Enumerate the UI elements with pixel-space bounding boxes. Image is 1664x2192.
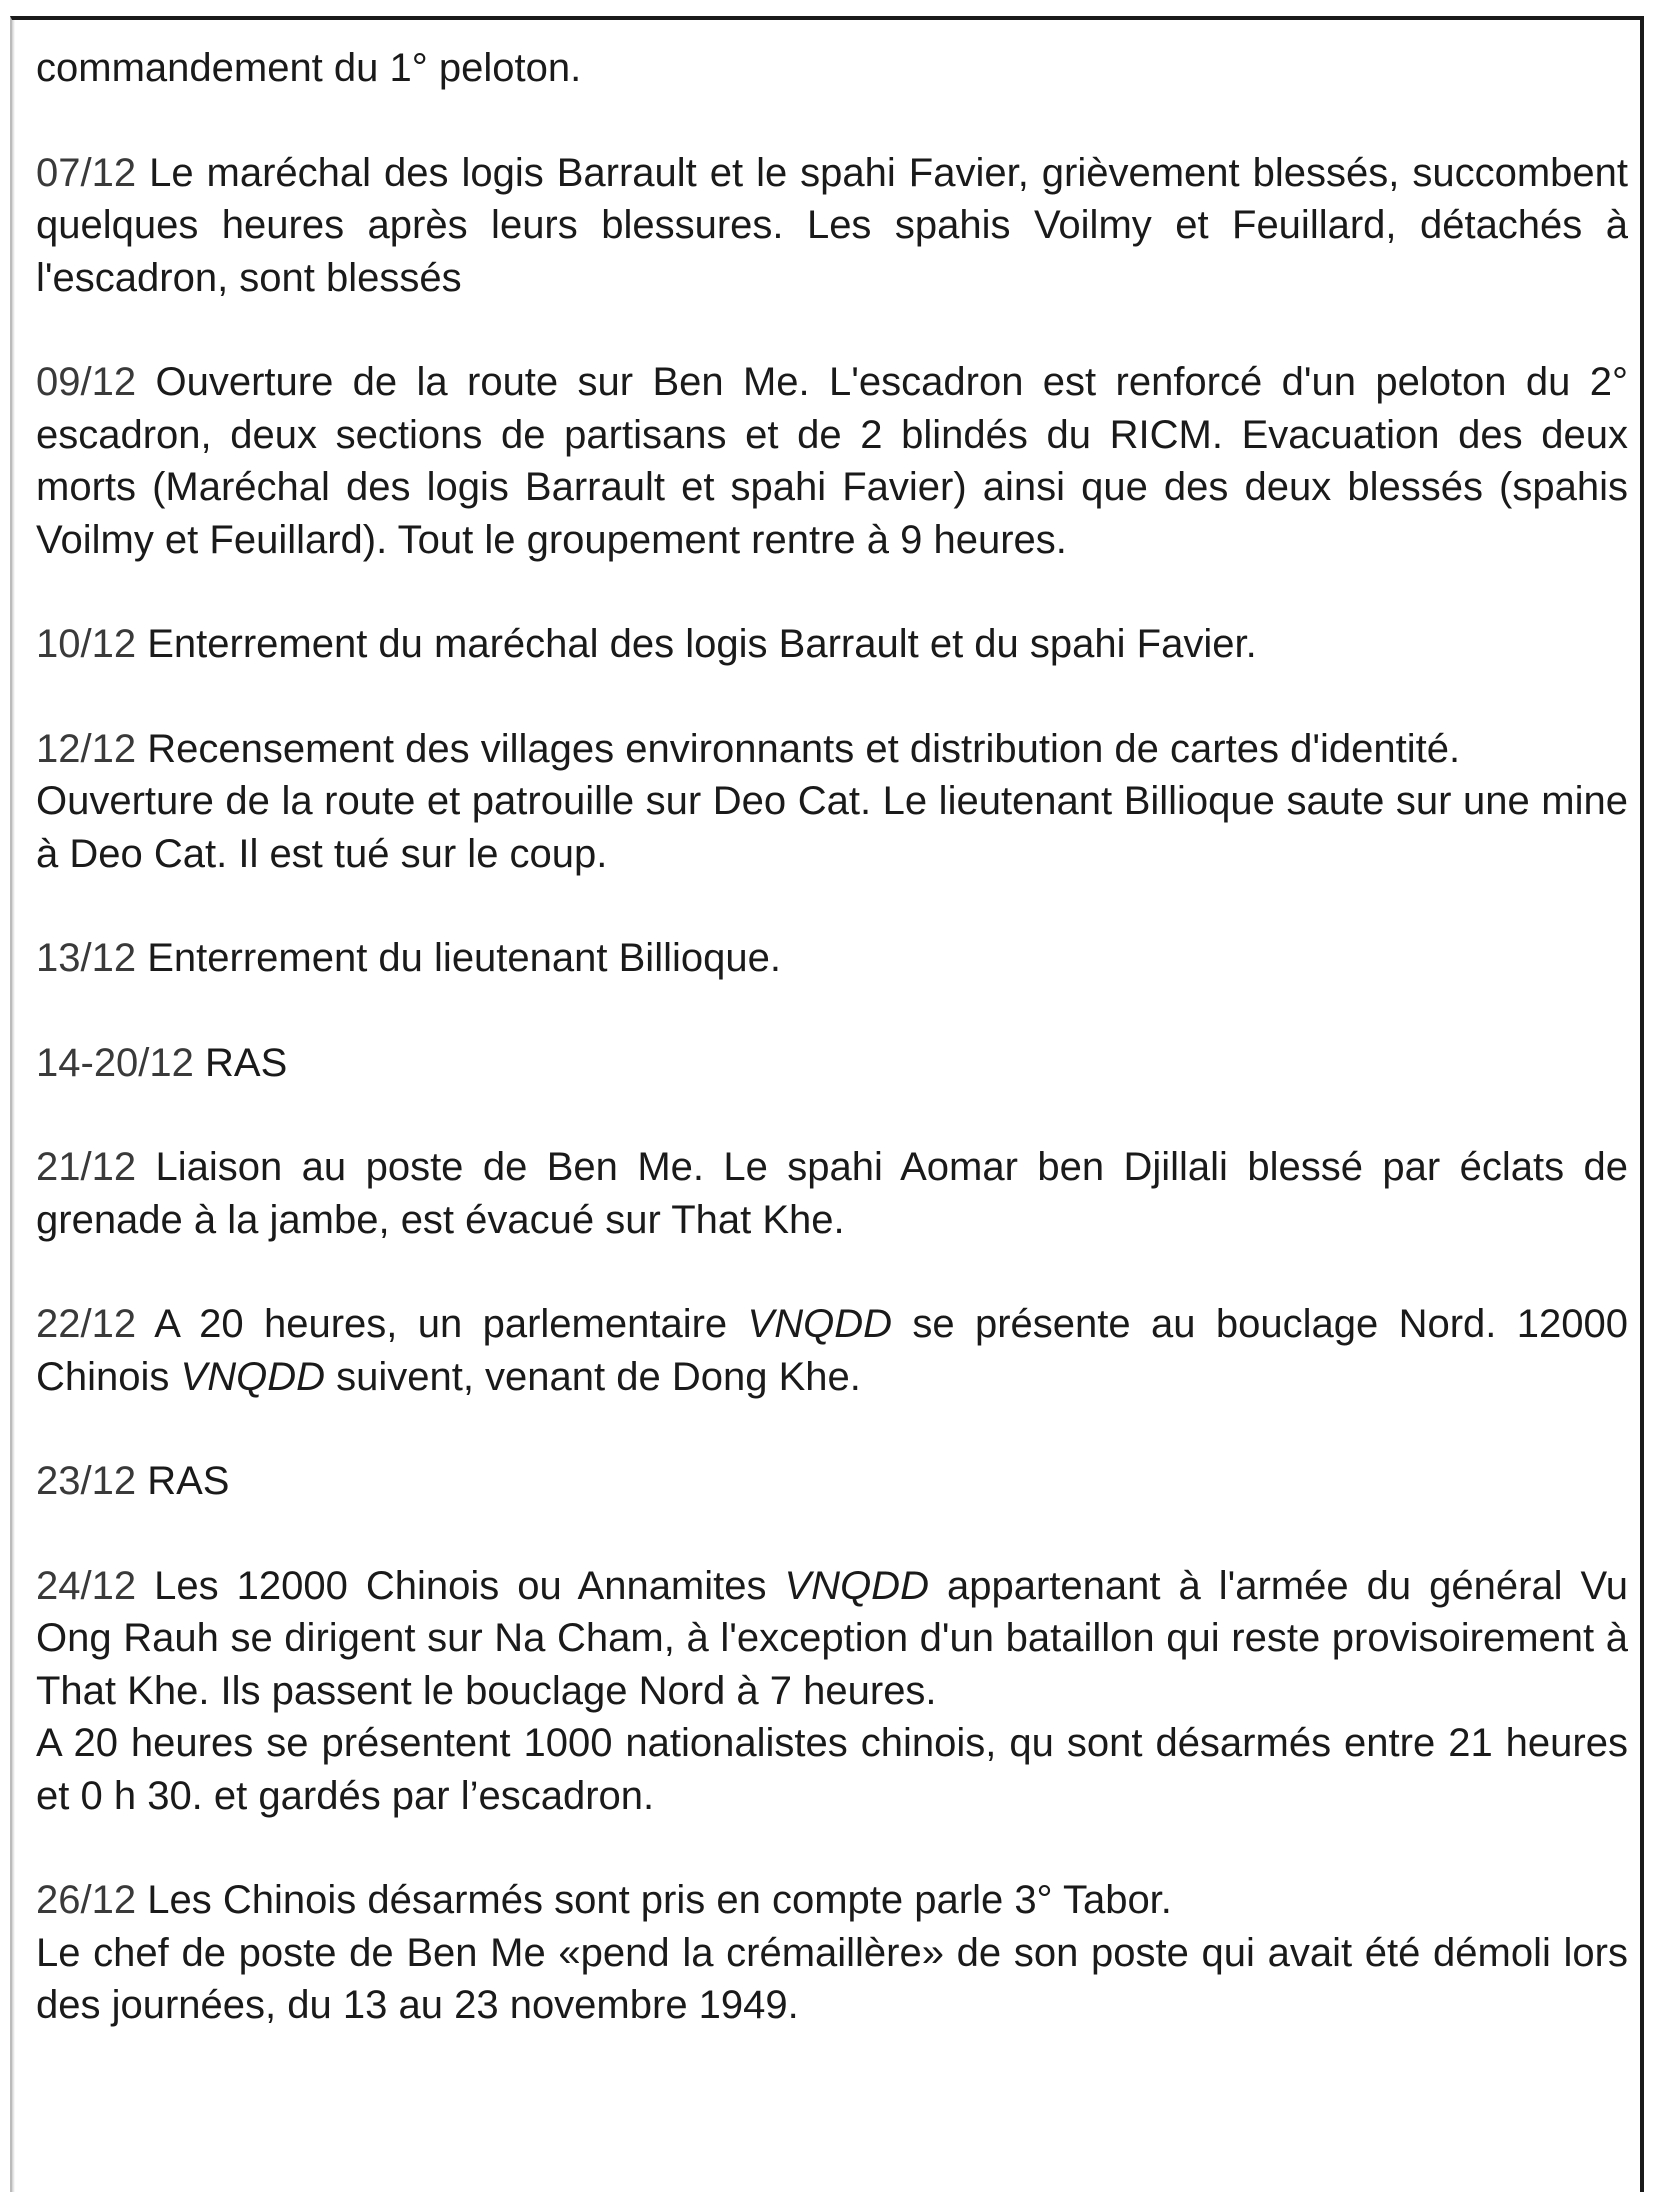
entry-23-12: [36, 1455, 1628, 1508]
entry-10-12: [36, 618, 1628, 671]
entry-date: 21/12: [36, 1145, 137, 1189]
entry-text: Liaison au poste de Ben Me. Le spahi Aomar ben Djillali blessé par éclats de grenade à la jambe, est évacué sur That Khe.: [36, 1145, 1628, 1242]
entry-text: RAS: [193, 1040, 288, 1085]
entry-date: 22/12: [36, 1302, 137, 1346]
entry-26-12-continued: [36, 1927, 1628, 2032]
entry-text: Enterrement du lieutenant Billioque.: [136, 936, 781, 980]
entry-date: 24/12: [36, 1563, 137, 1608]
document-body: [36, 42, 1628, 2084]
entry-text: Ouverture de la route et patrouille sur Deo Cat. Le lieutenant Billioque saute sur une mine à Deo Cat. Il est tué sur le coup.: [36, 779, 1628, 876]
entry-text: Enterrement du maréchal des logis Barrault et du spahi Favier.: [136, 622, 1257, 666]
entry-07-12: [36, 147, 1628, 305]
entry-13-12: [36, 932, 1628, 985]
entry-text: appartenant à l'armée du général Vu Ong Rauh se dirigent sur Na Cham, à l'exception d'un bataillon qui reste provisoirement à That Khe. Ils passent le bouclage Nord à 7 heures.: [36, 1563, 1628, 1713]
entry-text: Les 12000 Chinois ou Annamites: [136, 1563, 785, 1608]
entry-date: 13/12: [36, 936, 137, 980]
entry-21-12: [36, 1141, 1628, 1246]
entry-text: Le chef de poste de Ben Me «pend la crémaillère» de son poste qui avait été démoli lors des journées, du 13 au 23 novembre 1949.: [36, 1930, 1628, 2027]
entry-text: se présente au bouclage Nord. 12000 Chinois: [36, 1302, 1628, 1399]
entry-emphasis: VNQDD: [180, 1354, 325, 1399]
entry-24-12-continued: [36, 1717, 1628, 1822]
entry-date: 23/12: [36, 1459, 137, 1503]
entry-date: 26/12: [36, 1878, 137, 1922]
entry-emphasis: VNQDD: [784, 1563, 929, 1608]
entry-text: A 20 heures se présentent 1000 nationalistes chinois, qu sont désarmés entre 21 heures et 0 h 30. et gardés par l’escadron.: [36, 1721, 1628, 1818]
entry-text: Ouverture de la route sur Ben Me. L'escadron est renforcé d'un peloton du 2° escadron, deux sections de partisans et de 2 blindés du RICM. Evacuation des deux morts (Maréchal des logis Barrault et spahi Favier) ainsi que des deux blessés (spahis Voilmy et Feuillard). Tout le groupement rentre à 9 heures.: [36, 360, 1628, 562]
entry-text: Recensement des villages environnants et distribution de cartes d'identité.: [136, 726, 1461, 771]
entry-text: suivent, venant de Dong Khe.: [324, 1354, 861, 1399]
entry-date: 10/12: [36, 622, 137, 666]
entry-date: 09/12: [36, 360, 137, 404]
paragraph-continuation: [36, 42, 1628, 95]
entry-text: RAS: [136, 1459, 230, 1503]
entry-14-20-12: [36, 1037, 1628, 1090]
entry-text: Les Chinois désarmés sont pris en compte parle 3° Tabor.: [136, 1878, 1172, 1922]
entry-24-12: [36, 1560, 1628, 1718]
entry-date: 07/12: [36, 150, 137, 195]
entry-12-12: [36, 723, 1628, 776]
paragraph-text: commandement du 1° peloton.: [36, 46, 582, 90]
entry-26-12: [36, 1874, 1628, 1927]
entry-text: A 20 heures, un parlementaire: [136, 1302, 748, 1346]
entry-09-12: [36, 356, 1628, 566]
entry-date: 14-20/12: [36, 1040, 194, 1085]
entry-emphasis: VNQDD: [747, 1302, 892, 1346]
entry-date: 12/12: [36, 726, 137, 771]
entry-text: Le maréchal des logis Barrault et le spahi Favier, grièvement blessés, succombent quelques heures après leurs blessures. Les spahis Voilmy et Feuillard, détachés à l'escadron, sont blessés: [36, 150, 1628, 300]
entry-22-12: [36, 1298, 1628, 1403]
entry-12-12-continued: [36, 775, 1628, 880]
